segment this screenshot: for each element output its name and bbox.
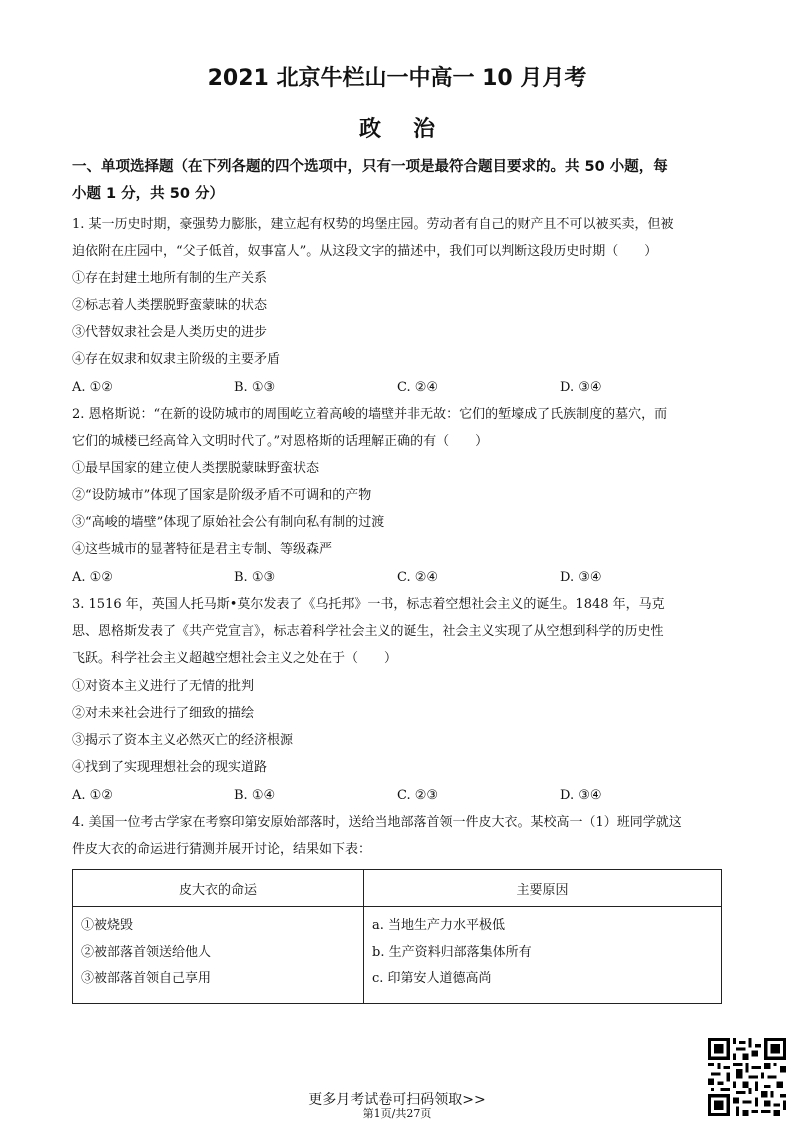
page-number: 第1页/共27页 (362, 1107, 432, 1120)
question-1-item-1: ①存在封建土地所有制的生产关系 (72, 271, 268, 286)
fate-item-3: ③被部落首领自己享用 (81, 971, 212, 986)
option-b[interactable]: B. ①④ (234, 788, 276, 803)
question-1-options (72, 380, 724, 398)
question-4-line-2: 件皮大衣的命运进行猜测并展开讨论，结果如下表： (72, 842, 372, 857)
table-header-reason: 主要原因 (364, 870, 722, 907)
option-c[interactable]: C. ②③ (397, 788, 439, 803)
fate-cell (73, 907, 364, 1004)
question-2-item-4: ④这些城市的显著特征是君主专制、等级森严 (72, 542, 333, 557)
option-d[interactable]: D. ③④ (560, 570, 602, 585)
question-3-line-2: 思、恩格斯发表了《共产党宣言》，标志着科学社会主义的诞生，社会主义实现了从空想到科学的历史性 (72, 624, 664, 639)
option-b[interactable]: B. ①③ (234, 380, 276, 395)
question-3-item-1: ①对资本主义进行了无情的批判 (72, 679, 255, 694)
question-3-item-2: ②对未来社会进行了细致的描绘 (72, 706, 255, 721)
option-a[interactable]: A. ①② (72, 380, 113, 395)
option-a[interactable]: A. ①② (72, 570, 113, 585)
section-heading (72, 154, 724, 208)
reason-item-c: c. 印第安人道德高尚 (372, 971, 492, 986)
option-d[interactable]: D. ③④ (560, 788, 602, 803)
question-4-line-1: 4. 美国一位考古学家在考察印第安原始部落时，送给当地部落首领一件皮大衣。某校高一（1）班同学就这 (72, 815, 682, 830)
option-d[interactable]: D. ③④ (560, 380, 602, 395)
option-c[interactable]: C. ②④ (397, 570, 439, 585)
question-2-options (72, 570, 724, 588)
question-2-line-1: 2. 恩格斯说：“在新的设防城市的周围屹立着高峻的墙壁并非无故：它们的堑壕成了氏族制度的墓穴，而 (72, 407, 668, 422)
question-1-item-4: ④存在奴隶和奴隶主阶级的主要矛盾 (72, 352, 281, 367)
fur-coat-table (72, 869, 722, 1004)
page-title: 2021 北京牛栏山一中高一 10 月月考 (207, 66, 587, 91)
question-1-line-2: 迫依附在庄园中，“父子低首，奴事富人”。从这段文字的描述中，我们可以判断这段历史时期（ ） (72, 244, 658, 259)
question-2-item-3: ③“高峻的墙壁”体现了原始社会公有制向私有制的过渡 (72, 515, 385, 530)
question-3-item-3: ③揭示了资本主义必然灭亡的经济根源 (72, 733, 294, 748)
section-heading-line-2: 小题 1 分，共 50 分） (72, 186, 224, 202)
fate-item-1: ①被烧毁 (81, 918, 134, 933)
question-2-line-2: 它们的城楼已经高耸入文明时代了。”对恩格斯的话理解正确的有（ ） (72, 434, 489, 449)
question-3-line-3: 飞跃。科学社会主义超越空想社会主义之处在于（ ） (72, 651, 398, 666)
scan-for-more-link[interactable]: 更多月考试卷可扫码领取>> (308, 1092, 486, 1108)
question-1-item-3: ③代替奴隶社会是人类历史的进步 (72, 325, 268, 340)
question-3-options (72, 788, 724, 806)
question-2-item-2: ②“设防城市”体现了国家是阶级矛盾不可调和的产物 (72, 488, 372, 503)
subject-title: 政治 (358, 117, 467, 142)
question-1-item-2: ②标志着人类摆脱野蛮蒙昧的状态 (72, 298, 268, 313)
table-header-fate: 皮大衣的命运 (73, 870, 364, 907)
table-row (73, 907, 722, 1004)
question-2-item-1: ①最早国家的建立使人类摆脱蒙昧野蛮状态 (72, 461, 320, 476)
section-heading-line-1: 一、单项选择题（在下列各题的四个选项中，只有一项是最符合题目要求的。共 50 小题，每 (72, 159, 668, 175)
question-1-line-1: 1. 某一历史时期，豪强势力膨胀，建立起有权势的坞堡庄园。劳动者有自己的财产且不可以被买卖，但被 (72, 217, 674, 232)
reason-cell (364, 907, 722, 1004)
option-a[interactable]: A. ①② (72, 788, 113, 803)
question-3-item-4: ④找到了实现理想社会的现实道路 (72, 760, 268, 775)
fate-item-2: ②被部落首领送给他人 (81, 944, 212, 960)
reason-item-b: b. 生产资料归部落集体所有 (372, 944, 532, 960)
qr-code-icon[interactable] (708, 1038, 786, 1116)
option-b[interactable]: B. ①③ (234, 570, 276, 585)
table-header-row (73, 870, 722, 907)
question-3-line-1: 3. 1516 年，英国人托马斯•莫尔发表了《乌托邦》一书，标志着空想社会主义的诞生。1848 年，马克 (72, 597, 665, 612)
reason-item-a: a. 当地生产力水平极低 (372, 918, 506, 933)
option-c[interactable]: C. ②④ (397, 380, 439, 395)
